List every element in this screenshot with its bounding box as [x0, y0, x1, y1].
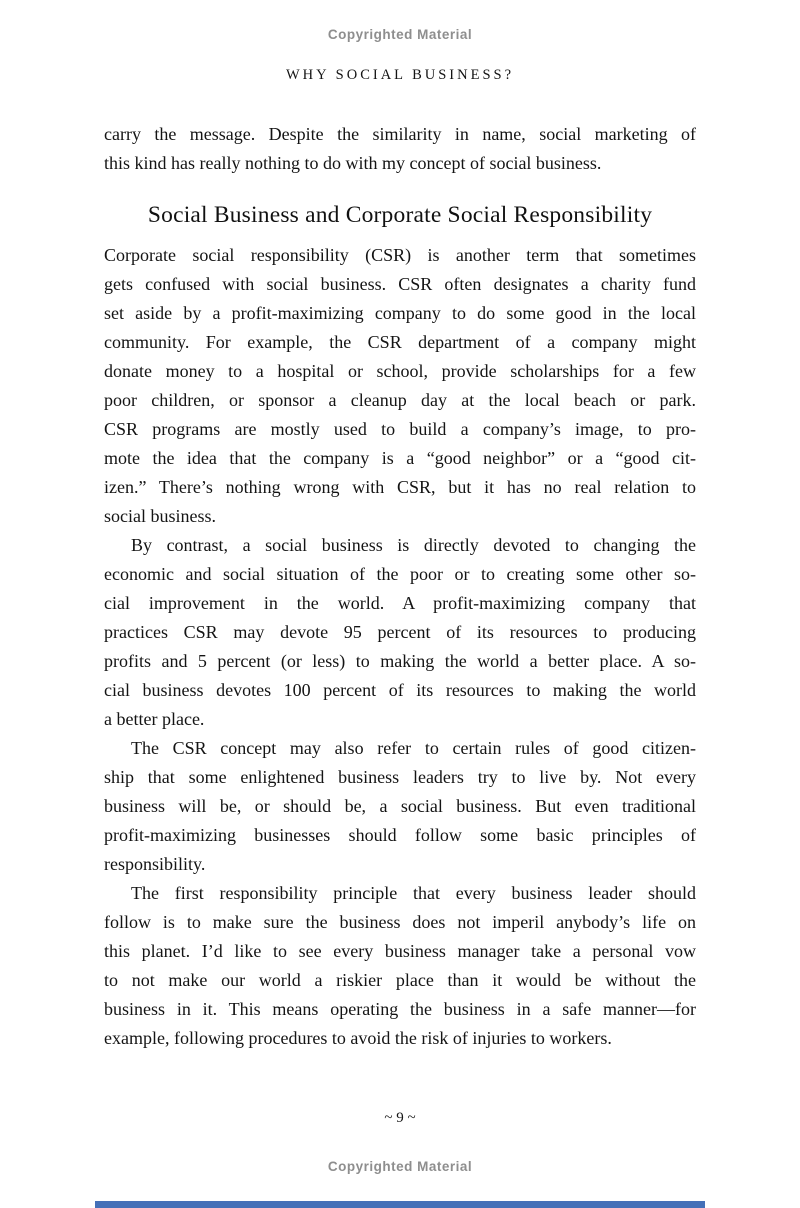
- text-line: cial improvement in the world. A profit-maximizing company that: [104, 593, 696, 613]
- text-line: business in it. This means operating the business in a safe manner—for: [104, 999, 696, 1019]
- paragraph: [104, 734, 696, 879]
- text-line: this kind has really nothing to do with my concept of social business.: [104, 153, 602, 173]
- text-line: mote the idea that the company is a “good neighbor” or a “good cit-: [104, 448, 696, 468]
- section-heading: Social Business and Corporate Social Responsibility: [147, 202, 653, 228]
- text-line: a better place.: [104, 709, 205, 729]
- text-line: cial business devotes 100 percent of its resources to making the world: [104, 680, 696, 700]
- text-line: Corporate social responsibility (CSR) is another term that sometimes: [104, 245, 696, 265]
- section-paragraphs: [104, 241, 696, 1053]
- text-line: example, following procedures to avoid the risk of injuries to workers.: [104, 1028, 612, 1048]
- text-line: profits and 5 percent (or less) to making the world a better place. A so-: [104, 651, 696, 671]
- text-line: gets confused with social business. CSR often designates a charity fund: [104, 274, 696, 294]
- text-line: The CSR concept may also refer to certain rules of good citizen-: [131, 738, 696, 758]
- text-line: ship that some enlightened business leaders try to live by. Not every: [104, 767, 696, 787]
- page-number: ~ 9 ~: [384, 1110, 416, 1126]
- bottom-accent-bar: [95, 1201, 705, 1208]
- text-line: izen.” There’s nothing wrong with CSR, but it has no real relation to: [104, 477, 696, 497]
- text-line: carry the message. Despite the similarity in name, social marketing of: [104, 124, 696, 144]
- text-line: poor children, or sponsor a cleanup day at the local beach or park.: [104, 390, 696, 410]
- paragraph: [104, 879, 696, 1053]
- text-line: to not make our world a riskier place than it would be without the: [104, 970, 696, 990]
- text-line: By contrast, a social business is directly devoted to changing the: [131, 535, 696, 555]
- copyright-notice-top: Copyrighted Material: [327, 27, 473, 42]
- text-line: The first responsibility principle that every business leader should: [131, 883, 696, 903]
- text-line: CSR programs are mostly used to build a company’s image, to pro-: [104, 419, 696, 439]
- running-header: WHY SOCIAL BUSINESS?: [285, 67, 515, 83]
- text-line: profit-maximizing businesses should follow some basic principles of: [104, 825, 696, 845]
- text-line: follow is to make sure the business does not imperil anybody’s life on: [104, 912, 696, 932]
- text-line: responsibility.: [104, 854, 206, 874]
- text-line: community. For example, the CSR department of a company might: [104, 332, 696, 352]
- text-line: business will be, or should be, a social business. But even traditional: [104, 796, 696, 816]
- paragraph: [104, 531, 696, 734]
- text-block: [104, 120, 696, 1053]
- text-line: social business.: [104, 506, 216, 526]
- copyright-notice-bottom: Copyrighted Material: [327, 1159, 473, 1174]
- text-line: donate money to a hospital or school, provide scholarships for a few: [104, 361, 696, 381]
- intro-paragraph: [104, 120, 696, 178]
- paragraph: [104, 241, 696, 531]
- text-line: this planet. I’d like to see every business manager take a personal vow: [104, 941, 696, 961]
- text-line: set aside by a profit-maximizing company to do some good in the local: [104, 303, 696, 323]
- text-line: practices CSR may devote 95 percent of its resources to producing: [104, 622, 696, 642]
- text-line: economic and social situation of the poor or to creating some other so-: [104, 564, 696, 584]
